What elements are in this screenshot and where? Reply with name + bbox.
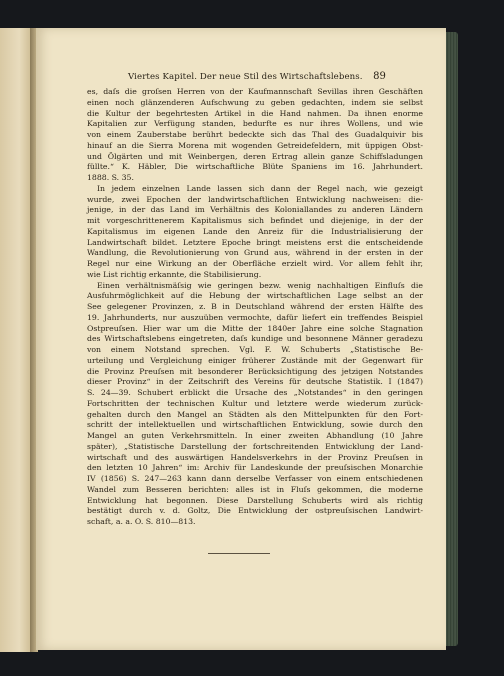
text-line: Regel nur eine Wirkung an der Oberfläche erzielt wird. Vor allem fehlt ihr,: [87, 259, 423, 268]
end-rule: [208, 553, 270, 554]
text-line: IV (1856) S. 247—263 kann dann derselbe Verfasser von einem entschiedenen: [87, 474, 423, 483]
text-line: schaft, a. a. O. S. 810—813.: [87, 517, 196, 526]
text-line: und Ölgärten und mit Weinbergen, deren Ertrag allein ganze Schiffsladungen: [87, 151, 423, 161]
footnote-text-block: [87, 87, 423, 528]
text-line: Wandlung, die Revolutionierung von Grund aus, während in der ersten in der: [87, 248, 423, 258]
text-line: des Wirtschaftslebens eingetreten, daſs kundige und besonnene Männer geradezu: [87, 334, 423, 344]
text-line: es, daſs die groſsen Herren von der Kaufmannschaft Sevillas ihren Geschäften: [87, 87, 423, 96]
text-line: dieser Provinz“ in der Zeitschrift des Vereins für deutsche Statistik. I (1847): [87, 377, 423, 387]
text-line: urteilung und Vergleichung einiger früherer Zustände mit der Gegenwart für: [87, 355, 423, 365]
running-header: [36, 72, 446, 86]
text-line: von einem Zauberstabe berührt bedeckte sich das Thal des Guadalquivir bis: [87, 130, 423, 139]
text-line: 19. Jahrhunderts, nur auszuüben vermochte, dafür liefert ein treffendes Beispiel: [87, 312, 423, 322]
book-cover-edge: [446, 32, 458, 646]
text-line: schritt der intellektuellen und wirtschaftlichen Entwicklung, sowie durch den: [87, 420, 423, 430]
facing-page-edge: [0, 28, 32, 652]
text-line: See gelegener Provinzen, z. B in Deutschland während der ersten Hälfte des: [87, 302, 423, 311]
page-number: 89: [373, 71, 386, 82]
text-line: die Provinz Preuſsen mit besonderer Berücksichtigung des jetzigen Notstandes: [87, 366, 423, 376]
text-line: Fortschritten der technischen Kultur und letztere werde wiederum zurück-: [87, 398, 423, 408]
text-line: In jedem einzelnen Lande lassen sich dann der Regel nach, wie gezeigt: [97, 183, 423, 193]
text-line: Wandel zum Besseren berichten: alles ist in Fluſs gekommen, die moderne: [87, 484, 423, 494]
text-line: den letzten 10 Jahren“ im: Archiv für Landeskunde der preuſsischen Monarchie: [87, 463, 423, 473]
text-line: Landwirtschaft bildet. Letztere Epoche bringt meistens erst die entscheidende: [87, 237, 423, 247]
text-line: bestätigt durch v. d. Goltz, Die Entwicklung der ostpreuſsischen Landwirt-: [87, 506, 423, 516]
text-line: Ausfuhrmöglichkeit auf die Hebung der wirtschaftlichen Lage selbst an der: [87, 291, 423, 301]
text-line: die Kultur der begehrtesten Artikel in die Hand nahmen. Da ihnen enorme: [87, 108, 423, 118]
book-page: [36, 28, 446, 650]
text-line: 1888. S. 35.: [87, 173, 134, 182]
text-line: jenige, in der das Land im Verhältnis des Koloniallandes zu anderen Ländern: [87, 205, 423, 215]
text-line: wurde, zwei Epochen der landwirtschaftlichen Entwicklung nachweisen: die-: [87, 194, 423, 204]
text-line: Ostpreuſsen. Hier war um die Mitte der 1840er Jahre eine solche Stagnation: [87, 323, 423, 333]
text-line: einen noch glänzenderen Aufschwung zu geben gedachten, indem sie selbst: [87, 97, 423, 107]
text-line: füllte.“ K. Häbler, Die wirtschaftliche Blüte Spaniens im 16. Jahrhundert.: [87, 162, 423, 172]
text-line: wie List richtig erkannte, die Stabilisierung.: [87, 269, 262, 279]
running-title: Viertes Kapitel. Der neue Stil des Wirtschaftslebens.: [128, 72, 363, 82]
text-line: Mangel an guten Verkehrsmitteln. In einer zweiten Abhandlung (10 Jahre: [87, 431, 423, 440]
text-line: Entwicklung hat begonnen. Diese Darstellung Schuberts wird als richtig: [87, 495, 423, 505]
text-line: wirtschaft und des auswärtigen Handelsverkehrs in der Provinz Preuſsen in: [87, 452, 423, 462]
text-line: mit vorgeschrittenerem Kapitalismus sich befindet und diejenige, in der der: [87, 216, 423, 225]
text-line: Kapitalismus im eigenen Lande den Anreiz für die Industrialisierung der: [87, 226, 423, 236]
text-line: später), „Statistische Darstellung der fortschreitenden Entwicklung der Land-: [87, 441, 423, 451]
text-line: S. 24—39. Schubert erblickt die Ursache des „Notstandes“ in den geringen: [87, 388, 423, 397]
text-line: gehalten durch den Mangel an Städten als den Mittelpunkten für den Fort-: [87, 409, 423, 419]
text-line: Kapitalien zur Verfügung standen, bedurfte es nur ihres Wollens, und wie: [87, 119, 423, 129]
text-line: von einem Notstand sprechen. Vgl. F. W. Schuberts „Statistische Be-: [87, 345, 423, 354]
text-line: hinauf an die Sierra Morena mit wogenden Getreidefeldern, mit üppigen Obst-: [87, 140, 423, 150]
text-line: Einen verhältnismäſsig wie geringen bezw. wenig nachhaltigen Einfluſs die: [97, 280, 423, 290]
